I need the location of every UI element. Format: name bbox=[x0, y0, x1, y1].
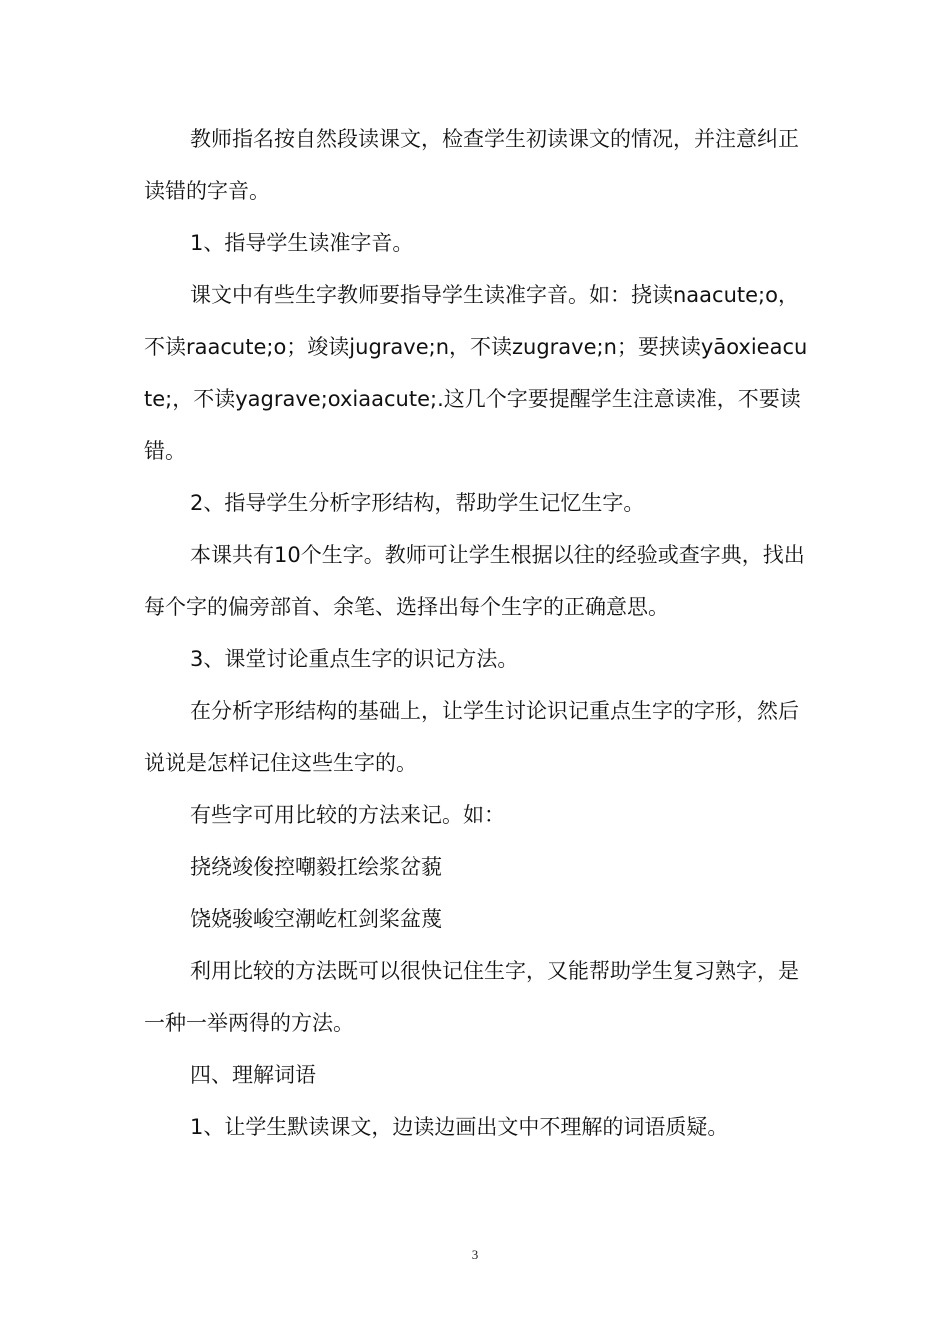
body-text bbox=[144, 113, 809, 1153]
heading-character-structure: 2、指导学生分析字形结构，帮助学生记忆生字。 bbox=[190, 491, 645, 515]
heading-memorization-methods: 3、课堂讨论重点生字的识记方法。 bbox=[190, 647, 519, 671]
paragraph-silent-reading: 1、让学生默读课文，边读边画出文中不理解的词语质疑。 bbox=[190, 1115, 729, 1139]
paragraph-character-structure: 本课共有10个生字。教师可让学生根据以往的经验或查字典，找出每个字的偏旁部首、余笔、选择出每个生字的正确意思。 bbox=[144, 543, 805, 619]
paragraph-comparison-intro: 有些字可用比较的方法来记。如： bbox=[190, 803, 505, 827]
paragraph-memorization-discussion: 在分析字形结构的基础上，让学生讨论识记重点生字的字形，然后说说是怎样记住这些生字的。 bbox=[144, 699, 799, 775]
paragraph-comparison-benefit: 利用比较的方法既可以很快记住生字，又能帮助学生复习熟字，是一种一举两得的方法。 bbox=[144, 959, 799, 1035]
heading-pronunciation: 1、指导学生读准字音。 bbox=[190, 231, 414, 255]
paragraph-check-reading: 教师指名按自然段读课文，检查学生初读课文的情况，并注意纠正读错的字音。 bbox=[144, 127, 799, 203]
paragraph-pronunciation-examples: 课文中有些生字教师要指导学生读准字音。如：挠读naacute;o，不读raacute;o；竣读jugrave;n，不读zugrave;n；要挟读yāoxieacute;，不读yagrave;oxiaacute;.这几个字要提醒学生注意读准，不要读错。 bbox=[144, 283, 808, 463]
character-list-1: 挠绕竣俊控嘲毅扛绘浆岔藐 bbox=[190, 855, 442, 879]
heading-understand-words: 四、理解词语 bbox=[190, 1063, 316, 1087]
page-number: 3 bbox=[471, 1247, 479, 1262]
character-list-2: 饶娆骏峻空潮屹杠剑桨盆蔑 bbox=[190, 907, 442, 931]
